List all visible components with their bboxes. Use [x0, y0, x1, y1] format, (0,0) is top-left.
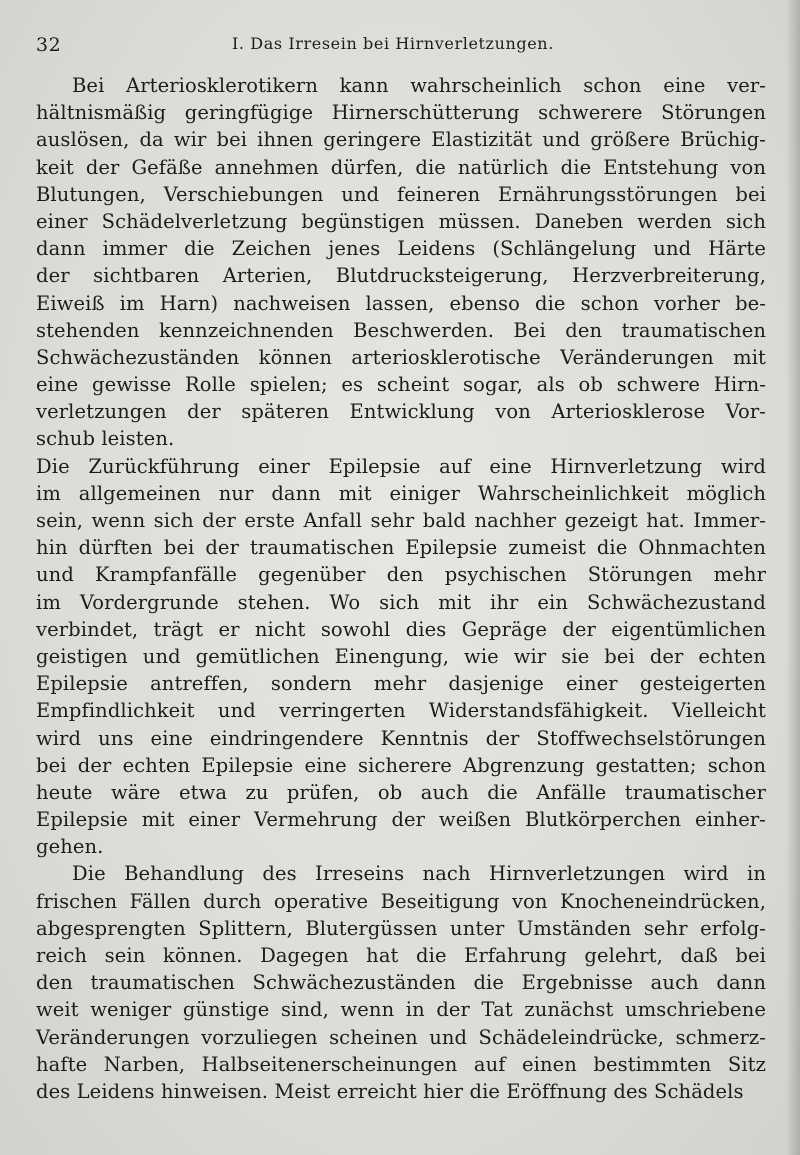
- text-line: den traumatischen Schwächezuständen die Ergebnisse auch dann: [36, 971, 766, 995]
- text-line: einer Schädelverletzung begünstigen müssen. Daneben werden sich: [36, 209, 766, 233]
- body-text: [36, 72, 766, 1105]
- text-line: verletzungen der späteren Entwicklung von Arteriosklerose Vor-: [36, 400, 766, 424]
- text-line: Veränderungen vorzuliegen scheinen und Schädeleindrücke, schmerz-: [36, 1025, 766, 1049]
- text-line: dann immer die Zeichen jenes Leidens (Schlängelung und Härte: [36, 237, 766, 261]
- text-line: hafte Narben, Halbseitenerscheinungen auf einen bestimmten Sitz: [36, 1052, 766, 1076]
- text-line: heute wäre etwa zu prüfen, ob auch die Anfälle traumatischer: [36, 780, 766, 804]
- text-line: Die Behandlung des Irreseins nach Hirnverletzungen wird in: [72, 862, 766, 886]
- text-line: Empfindlichkeit und verringerten Widerstandsfähigkeit. Vielleicht: [36, 699, 766, 723]
- page-header: [36, 32, 766, 56]
- text-line: verbindet, trägt er nicht sowohl dies Gepräge der eigentümlichen: [36, 617, 766, 641]
- text-line: keit der Gefäße annehmen dürfen, die natürlich die Entstehung von: [36, 155, 766, 179]
- page-edge-shadow: [786, 0, 800, 1155]
- text-line: der sichtbaren Arterien, Blutdrucksteigerung, Herzverbreiterung,: [36, 264, 766, 288]
- text-line: hin dürften bei der traumatischen Epilepsie zumeist die Ohnmachten: [36, 536, 766, 560]
- paragraph: [36, 453, 766, 861]
- text-line: bei der echten Epilepsie eine sicherere Abgrenzung gestatten; schon: [36, 753, 766, 777]
- text-line: Epilepsie mit einer Vermehrung der weißen Blutkörperchen einher-: [36, 808, 766, 832]
- text-line: hältnismäßig geringfügige Hirnerschütterung schwerere Störungen: [36, 101, 766, 125]
- text-line: wird uns eine eindringendere Kenntnis der Stoffwechselstörungen: [36, 726, 766, 750]
- text-line: gehen.: [36, 835, 104, 859]
- paragraph: [36, 860, 766, 1105]
- page-number: 32: [36, 34, 62, 56]
- text-line: Bei Arteriosklerotikern kann wahrscheinlich schon eine ver-: [72, 74, 766, 97]
- text-line: im allgemeinen nur dann mit einiger Wahrscheinlichkeit möglich: [36, 481, 766, 505]
- text-line: Schwächezuständen können arteriosklerotische Veränderungen mit: [36, 345, 766, 369]
- text-line: im Vordergrunde stehen. Wo sich mit ihr ein Schwächezustand: [36, 590, 766, 614]
- text-line: frischen Fällen durch operative Beseitigung von Knocheneindrücken,: [36, 889, 766, 913]
- text-line: auslösen, da wir bei ihnen geringere Elastizität und größere Brüchig-: [36, 128, 766, 152]
- text-line: geistigen und gemütlichen Einengung, wie wir sie bei der echten: [36, 644, 766, 668]
- text-line: Blutungen, Verschiebungen und feineren Ernährungsstörungen bei: [36, 182, 766, 206]
- text-line: des Leidens hinweisen. Meist erreicht hier die Eröffnung des Schädels: [36, 1079, 744, 1103]
- text-line: Epilepsie antreffen, sondern mehr dasjenige einer gesteigerten: [36, 672, 766, 696]
- text-line: reich sein können. Dagegen hat die Erfahrung gelehrt, daß bei: [36, 944, 766, 967]
- text-line: und Krampfanfälle gegenüber den psychischen Störungen mehr: [36, 563, 766, 587]
- text-line: eine gewisse Rolle spielen; es scheint sogar, als ob schwere Hirn-: [36, 373, 766, 397]
- text-line: weit weniger günstige sind, wenn in der Tat zunächst umschriebene: [36, 998, 766, 1022]
- paragraph: [36, 72, 766, 453]
- text-line: sein, wenn sich der erste Anfall sehr bald nachher gezeigt hat. Immer-: [36, 509, 766, 532]
- text-line: Eiweiß im Harn) nachweisen lassen, ebenso die schon vorher be-: [36, 291, 766, 315]
- text-line: Die Zurückführung einer Epilepsie auf eine Hirnverletzung wird: [36, 454, 766, 478]
- text-line: schub leisten.: [36, 427, 175, 451]
- running-head: I. Das Irresein bei Hirnverletzungen.: [232, 34, 554, 53]
- text-line: abgesprengten Splittern, Blutergüssen unter Umständen sehr erfolg-: [36, 916, 766, 940]
- text-line: stehenden kennzeichnenden Beschwerden. Bei den traumatischen: [36, 318, 766, 342]
